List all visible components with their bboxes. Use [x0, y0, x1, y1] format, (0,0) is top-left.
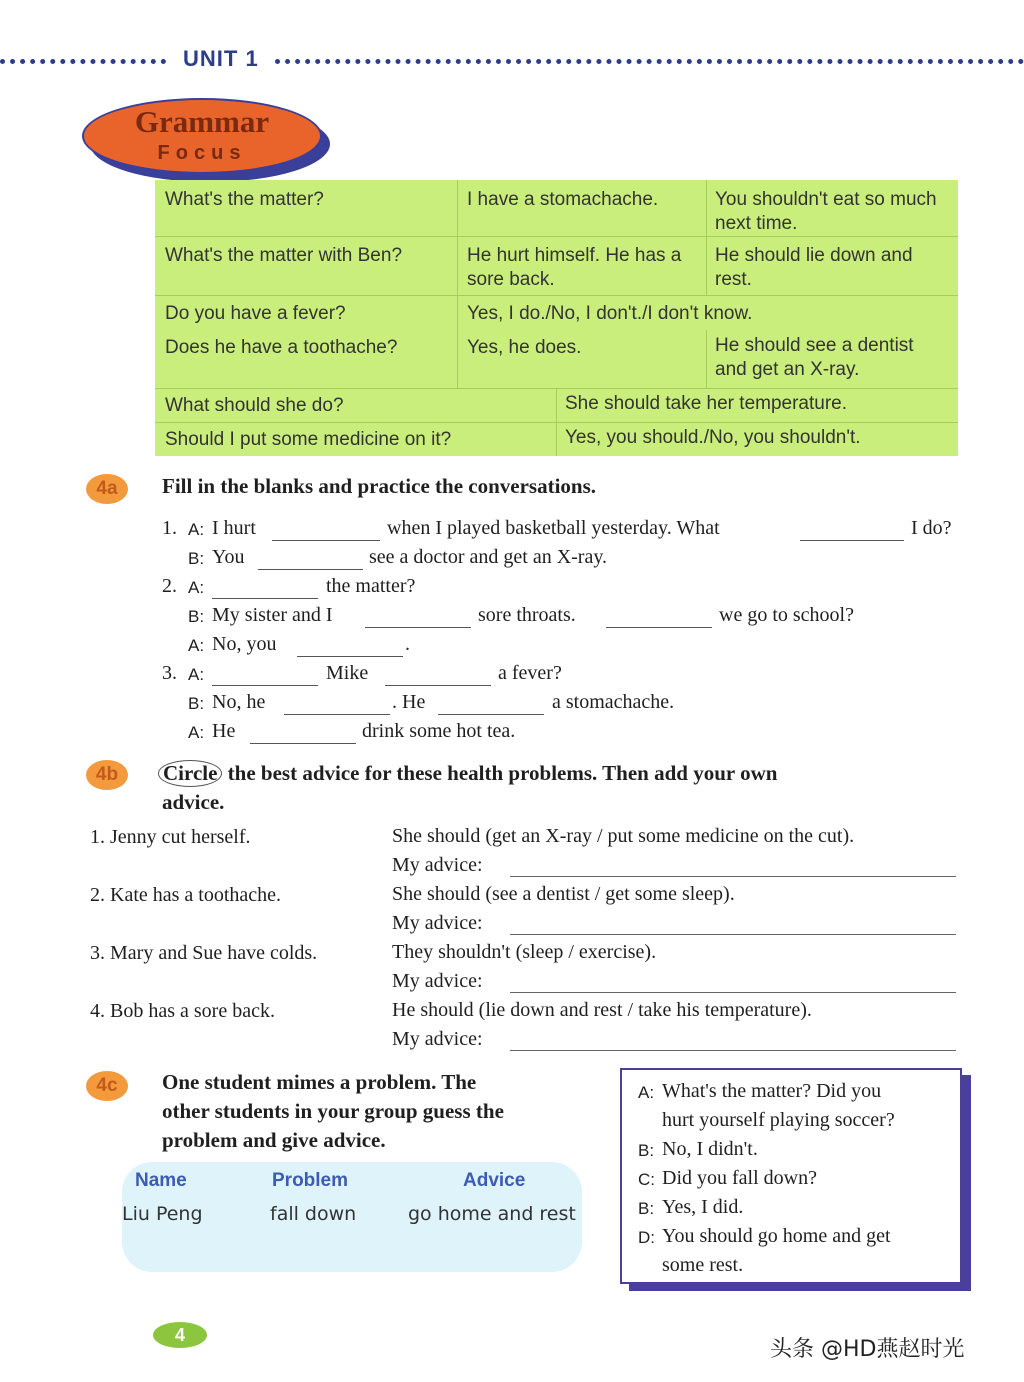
dialog-text: see a doctor and get an X-ray. [369, 546, 608, 568]
my-advice-label: My advice: [392, 1028, 483, 1050]
dialog-text: My sister and I [212, 604, 333, 626]
advice-answer-line[interactable] [510, 1050, 956, 1051]
advice-answer-line[interactable] [510, 934, 956, 935]
col-divider [556, 388, 557, 456]
table-header-problem: Problem [272, 1170, 349, 1191]
dialog-text: . He [392, 691, 426, 713]
dialogue-line: Did you fall down? [662, 1167, 817, 1189]
my-advice-label: My advice: [392, 912, 483, 934]
dialogue-line: No, I didn't. [662, 1138, 758, 1160]
grammar-cell: Does he have a toothache? [165, 337, 398, 358]
table-header-advice: Advice [463, 1170, 526, 1191]
header-dots-right [275, 59, 1024, 64]
dialog-text: I do? [911, 517, 952, 539]
item-number: 1. [162, 517, 177, 539]
section-4b-instruction [158, 760, 777, 787]
fill-blank[interactable] [297, 656, 403, 657]
dialogue-line: What's the matter? Did you [662, 1080, 882, 1102]
problem-text: 3. Mary and Sue have colds. [90, 942, 318, 964]
grammar-focus-title: Grammar [134, 104, 270, 139]
fill-blank[interactable] [800, 540, 904, 541]
dialog-text: drink some hot tea. [362, 720, 516, 742]
grammar-cell: What should she do? [165, 395, 344, 416]
circle-word: Circle [158, 760, 222, 787]
speaker-label: A: [188, 665, 205, 684]
section-4a-badge: 4a [86, 474, 128, 504]
speaker-label: A: [188, 520, 205, 539]
speaker-label: A: [188, 723, 205, 742]
fill-blank[interactable] [258, 569, 363, 570]
section-4c-instruction-line: One student mimes a problem. The [162, 1070, 477, 1094]
dialog-text: we go to school? [719, 604, 854, 626]
dialog-text: a stomachache. [552, 691, 675, 713]
advice-answer-line[interactable] [510, 992, 956, 993]
section-4c-instruction-line: other students in your group guess the [162, 1099, 504, 1123]
grammar-cell: Should I put some medicine on it? [165, 429, 452, 450]
problem-text: 2. Kate has a toothache. [90, 884, 282, 906]
grammar-cell: Yes, I do./No, I don't./I don't know. [467, 303, 753, 324]
unit-label: UNIT 1 [183, 46, 259, 71]
dialogue-line: some rest. [662, 1254, 744, 1276]
grammar-focus-subtitle: Focus [157, 142, 247, 164]
section-4c-badge: 4c [86, 1071, 128, 1101]
dialog-text: the matter? [326, 575, 416, 597]
advice-options[interactable]: She should (see a dentist / get some sleep). [392, 883, 735, 905]
section-4c-instruction-line: problem and give advice. [162, 1128, 386, 1152]
table-cell-problem: fall down [270, 1203, 357, 1225]
fill-blank[interactable] [284, 714, 390, 715]
grammar-cell: What's the matter with Ben? [165, 245, 403, 266]
header-dots-left [0, 59, 166, 64]
fill-blank[interactable] [365, 627, 471, 628]
watermark: 头条 @HD燕赵时光 [770, 1337, 965, 1362]
dialog-text: . [405, 633, 410, 655]
fill-blank[interactable] [606, 627, 712, 628]
grammar-cell: He should lie down and rest. [715, 245, 913, 290]
fill-blank[interactable] [212, 598, 318, 599]
dialog-text: No, you [212, 633, 277, 655]
dialogue-line: Yes, I did. [662, 1196, 744, 1218]
section-4a-instruction: Fill in the blanks and practice the conversations. [162, 474, 597, 498]
grammar-cell: Do you have a fever? [165, 303, 346, 324]
speaker-label: A: [638, 1083, 655, 1102]
speaker-label: B: [188, 607, 205, 626]
advice-options[interactable]: They shouldn't (sleep / exercise). [392, 941, 657, 963]
section-4b-instruction-line2: advice. [162, 790, 225, 814]
section-4b-badge: 4b [86, 760, 128, 790]
dialog-text: He [212, 720, 236, 742]
grammar-cell: You shouldn't eat so much next time. [715, 189, 937, 234]
speaker-label: C: [638, 1170, 655, 1189]
my-advice-label: My advice: [392, 970, 483, 992]
problem-text: 1. Jenny cut herself. [90, 826, 251, 848]
dialogue-line: You should go home and get [662, 1225, 891, 1247]
grammar-focus-badge [82, 98, 322, 174]
row-divider [155, 236, 958, 237]
table-header-name: Name [135, 1170, 187, 1191]
speaker-label: B: [188, 549, 205, 568]
grammar-cell: He should see a dentist and get an X-ray. [715, 335, 914, 380]
fill-blank[interactable] [385, 685, 491, 686]
dialogue-line: hurt yourself playing soccer? [662, 1109, 895, 1131]
grammar-cell: Yes, you should./No, you shouldn't. [565, 427, 861, 448]
dialog-text: Mike [326, 662, 369, 684]
page-number: 4 [153, 1322, 207, 1348]
dialog-text: when I played basketball yesterday. What [387, 517, 720, 539]
item-number: 2. [162, 575, 177, 597]
dialog-text: No, he [212, 691, 266, 713]
advice-options[interactable]: She should (get an X-ray / put some medicine on the cut). [392, 825, 855, 847]
grammar-cell: I have a stomachache. [467, 189, 659, 210]
grammar-cell: What's the matter? [165, 189, 324, 210]
speaker-label: A: [188, 578, 205, 597]
dialog-text: I hurt [212, 517, 256, 539]
grammar-cell: She should take her temperature. [565, 393, 848, 414]
advice-answer-line[interactable] [510, 876, 956, 877]
problem-text: 4. Bob has a sore back. [90, 1000, 275, 1022]
item-number: 3. [162, 662, 177, 684]
speaker-label: D: [638, 1228, 655, 1247]
dialog-text: a fever? [498, 662, 562, 684]
grammar-cell: He hurt himself. He has a sore back. [467, 245, 682, 290]
speaker-label: B: [638, 1141, 655, 1160]
speaker-label: B: [638, 1199, 655, 1218]
col-divider [706, 330, 707, 388]
fill-blank[interactable] [250, 743, 356, 744]
grammar-table [155, 180, 958, 456]
fill-blank[interactable] [212, 685, 318, 686]
speaker-label: B: [188, 694, 205, 713]
section-4b-instruction-text: the best advice for these health problems. Then add your own [227, 761, 778, 785]
speaker-label: A: [188, 636, 205, 655]
advice-options[interactable]: He should (lie down and rest / take his temperature). [392, 999, 812, 1021]
dialog-text: sore throats. [478, 604, 576, 626]
fill-blank[interactable] [272, 540, 380, 541]
col-divider [706, 180, 707, 295]
table-cell-name: Liu Peng [122, 1203, 203, 1225]
dialog-text: You [212, 546, 245, 568]
fill-blank[interactable] [438, 714, 544, 715]
row-divider [155, 295, 958, 296]
grammar-cell: Yes, he does. [467, 337, 582, 358]
table-cell-advice: go home and rest [408, 1203, 576, 1225]
col-divider [457, 180, 458, 388]
my-advice-label: My advice: [392, 854, 483, 876]
